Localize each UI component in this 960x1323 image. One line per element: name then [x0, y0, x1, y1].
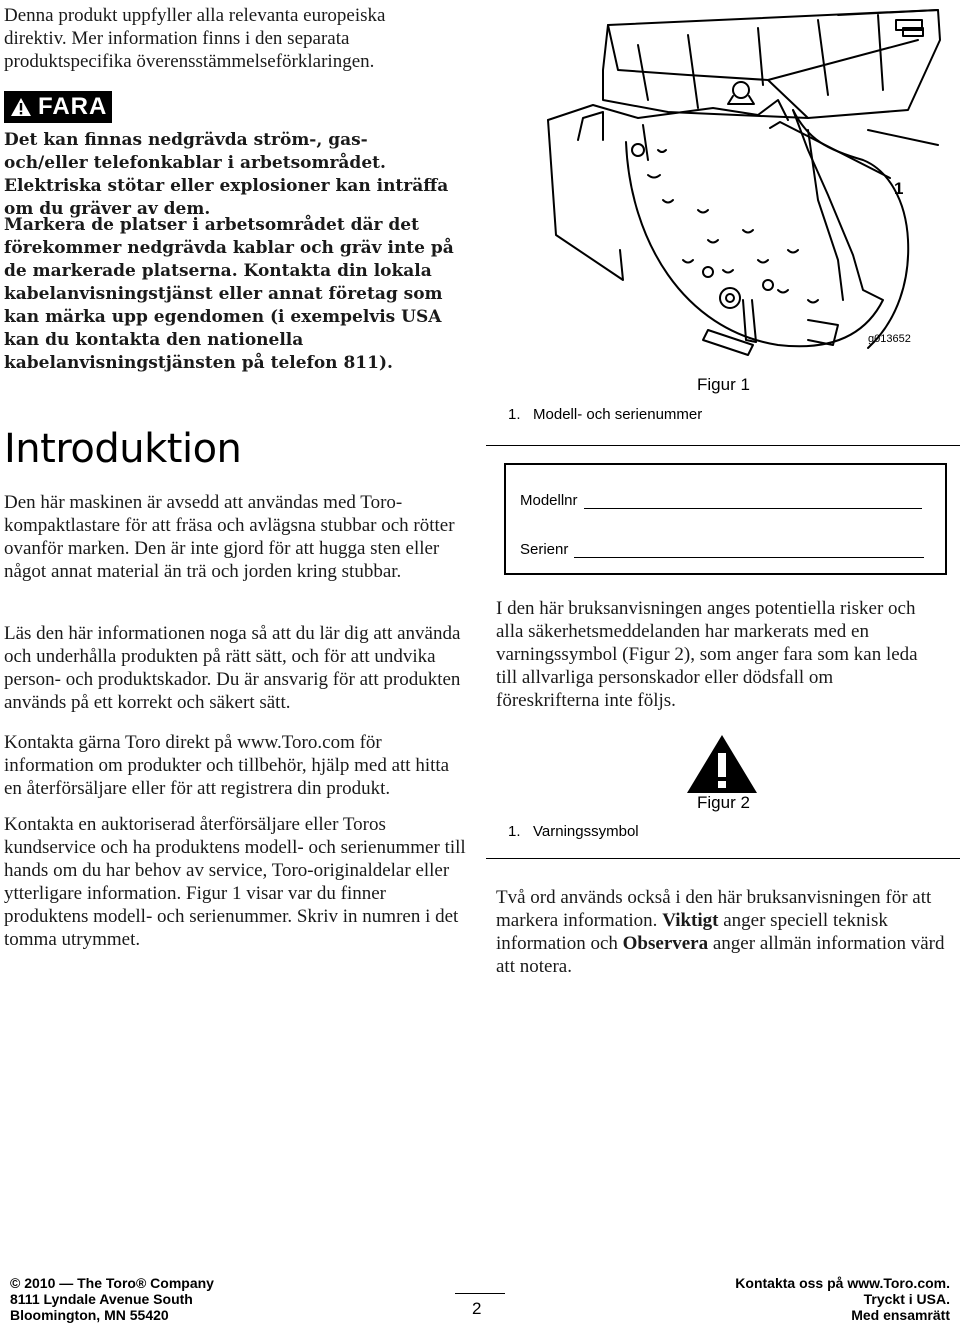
safety-paragraph: I den här bruksanvisningen anges potentiella risker och alla säkerhetsmeddelanden har markerats med en varningssymbol (Figur 2), som anger fara som kan leda till allvarliga personskador eller dödsfall om föreskrifterna inte följs.: [496, 598, 918, 711]
model-number-field[interactable]: [584, 507, 922, 509]
footer-address-2: Bloomington, MN 55420: [10, 1307, 169, 1323]
footer-printed: Tryckt i USA.: [863, 1291, 950, 1307]
footer-left: [10, 1275, 270, 1323]
figure-1-callout-number: 1: [894, 179, 904, 198]
page-number: 2: [472, 1299, 482, 1318]
footer-address-1: 8111 Lyndale Avenue South: [10, 1291, 193, 1307]
danger-instruction-text: Markera de platser i arbetsområdet där det förekommer nedgrävda kablar och gräv inte på de markerade platserna. Kontakta din lokala kabelanvisningstjänst eller annat företag som kan märka upp egendomen (i exempelvis USA kan du kontakta den nationella kabelanvisningstjänsten på telefon 811).: [4, 215, 454, 373]
figure-1-divider: [486, 445, 960, 446]
warning-symbol-icon: [685, 733, 759, 795]
intro-paragraph-3: Kontakta gärna Toro direkt på www.Toro.com för information om produkter och tillbehör, hjälp med att hitta en återförsäljare eller för att registrera din produkt.: [4, 732, 450, 799]
signal-words-text-1: Två ord används också i den här bruksanvisningen för att markera information.: [496, 887, 932, 931]
serial-number-label: Serienr: [520, 541, 569, 558]
model-serial-box: [504, 463, 947, 575]
model-number-label: Modellnr: [520, 492, 578, 509]
figure-1-image-code: g013652: [868, 333, 911, 345]
figure-2-title: Figur 2: [697, 793, 750, 812]
model-number-line: [520, 492, 922, 509]
figure-2-legend: 1. Varningssymbol: [508, 823, 639, 840]
danger-label: FARA: [38, 93, 108, 120]
signal-words-text-3: anger allmän information värd att notera.: [496, 933, 945, 977]
intro-paragraph-1: Den här maskinen är avsedd att användas med Toro-kompaktlastare för att fräsa och avlägsna stubbar och rötter ovanför marken. Den är inte gjord för att hugga sten eller något annat material än trä och jorden kring stubbar.: [4, 492, 455, 582]
section-heading-introduktion: Introduktion: [4, 426, 242, 472]
footer-contact: Kontakta oss på www.Toro.com.: [735, 1275, 950, 1291]
signal-word-important: Viktigt: [662, 910, 719, 931]
intro-paragraph-2: Läs den här informationen noga så att du lär dig att använda och underhålla produkten på rätt sätt, och för att undvika person- och produktskador. Du är ansvarig för att produkten används på ett korrekt och säkert sätt.: [4, 623, 461, 713]
figure-1-title: Figur 1: [697, 375, 750, 394]
intro-paragraph-4: Kontakta en auktoriserad återförsäljare eller Toros kundservice och ha produktens modell- och serienummer till hands om du har behov av service, Toro-originaldelar eller ytterligare information. Figur 1 visar var du finner produktens modell- och serienummer. Skriv in numren i det tomma utrymmet.: [4, 814, 466, 950]
danger-warning-text: Det kan finnas nedgrävda ström-, gas- och/eller telefonkablar i arbetsområdet. Elektriska stötar eller explosioner kan inträffa om du gräver av dem.: [4, 130, 449, 219]
footer-copyright: © 2010 — The Toro® Company: [10, 1275, 214, 1291]
signal-words-paragraph: [496, 886, 946, 978]
figure-1-illustration: [508, 0, 952, 370]
figure-1-legend: 1. Modell- och serienummer: [508, 406, 703, 423]
signal-words-text-2: anger speciell teknisk information och: [496, 910, 888, 954]
signal-word-note: Observera: [622, 933, 709, 954]
figure-2-divider: [486, 858, 960, 859]
warning-triangle-icon: [10, 97, 32, 117]
serial-number-field[interactable]: [574, 556, 924, 558]
compliance-text: Denna produkt uppfyller alla relevanta europeiska direktiv. Mer information finns i den separata produktspecifika överensstämmelseförklaringen.: [4, 5, 386, 72]
footer-right: [650, 1275, 950, 1323]
footer-rights: Med ensamrätt: [851, 1307, 950, 1323]
footer-page-rule: [455, 1293, 505, 1294]
serial-number-line: [520, 541, 924, 558]
danger-badge: [4, 91, 112, 123]
